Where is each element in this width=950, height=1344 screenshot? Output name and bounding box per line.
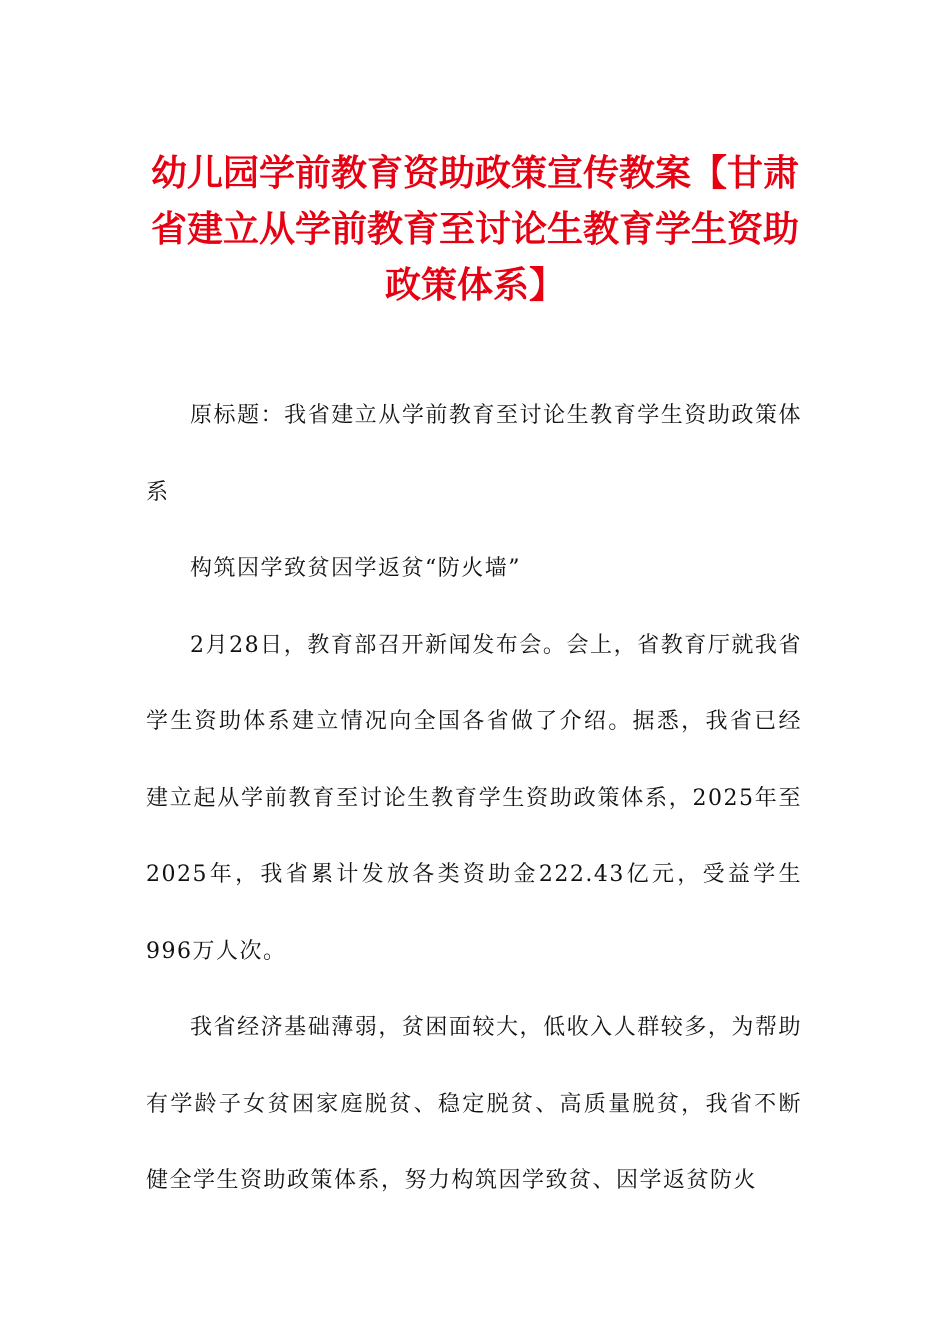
document-body — [146, 378, 802, 1220]
paragraph-subtitle: 构筑因学致贫因学返贫“防火墙” — [190, 556, 521, 581]
document-title: 幼儿园学前教育资助政策宣传教案【甘肃省建立从学前教育至讨论生教育学生资助政策体系】 — [150, 153, 799, 306]
paragraph-original-title: 原标题：我省建立从学前教育至讨论生教育学生资助政策体系 — [146, 403, 802, 505]
paragraph-press-conference: 2月28日，教育部召开新闻发布会。会上，省教育厅就我省学生资助体系建立情况向全国各省做了介绍。据悉，我省已经建立起从学前教育至讨论生教育学生资助政策体系，2025年至2025年，我省累计发放各类资助金222.43亿元，受益学生996万人次。 — [146, 632, 802, 964]
paragraph-poverty-context: 我省经济基础薄弱，贫困面较大，低收入人群较多，为帮助有学龄子女贫困家庭脱贫、稳定脱贫、高质量脱贫，我省不断健全学生资助政策体系，努力构筑因学致贫、因学返贫防火 — [146, 1015, 802, 1193]
